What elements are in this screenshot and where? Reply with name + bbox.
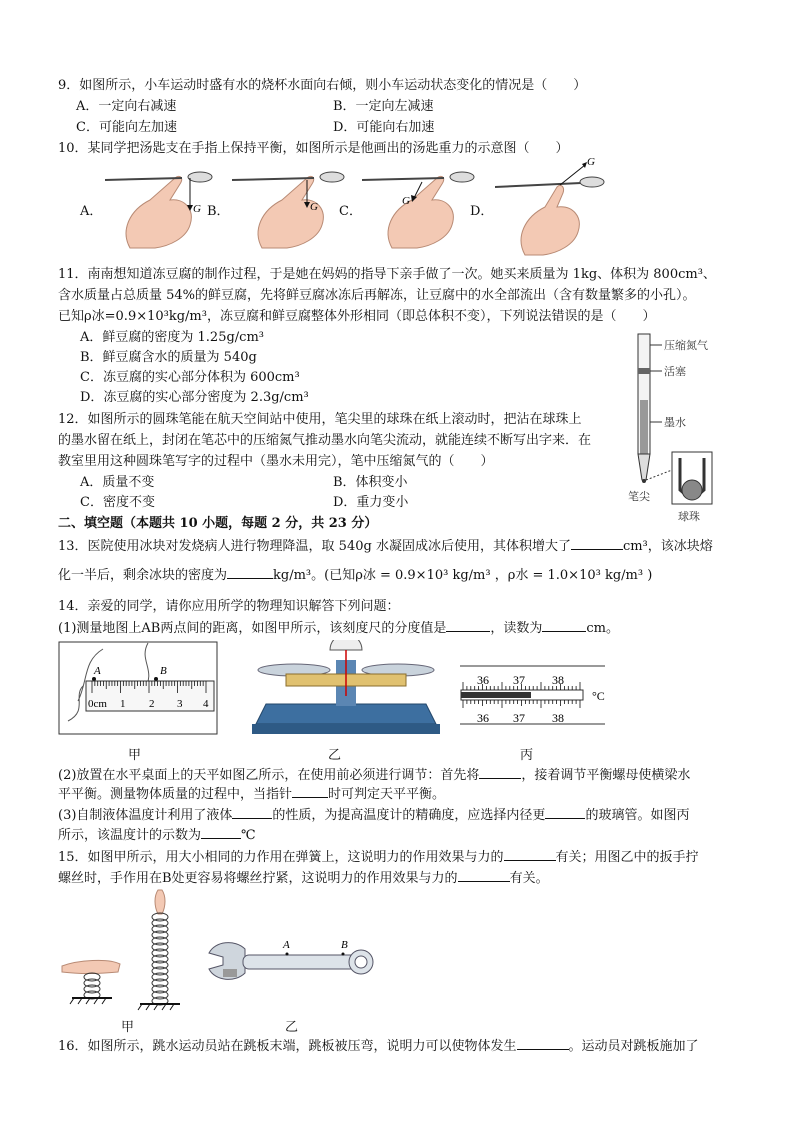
q14-caption-yi: 乙 bbox=[328, 748, 342, 763]
q11-line-1: 11．南南想知道冻豆腐的制作过程，于是她在妈妈的指导下亲手做了一次。她买来质量为 1kg、体积为 800cm³、 bbox=[58, 267, 716, 282]
ruler-tick-4: 4 bbox=[203, 698, 209, 710]
q15-caption-yi: 乙 bbox=[285, 1020, 299, 1035]
q14-blank-4[interactable] bbox=[292, 785, 328, 798]
q15-line-2 bbox=[58, 869, 549, 888]
q14-p3-text-e: ℃ bbox=[241, 828, 256, 843]
thermo-bottom-37: 37 bbox=[513, 711, 525, 725]
q15-caption-jia: 甲 bbox=[121, 1020, 135, 1035]
q13-blank-1[interactable] bbox=[571, 537, 623, 550]
q15-text-c: 螺丝时，手作用在B处更容易将螺丝拧紧，这说明力的作用效果与力的 bbox=[58, 871, 458, 886]
q14-p3-text-b: 的性质，为提高温度计的精确度，应选择内径更 bbox=[272, 808, 546, 823]
q14-blank-2[interactable] bbox=[542, 619, 586, 632]
q14-part-3-line-1 bbox=[58, 806, 689, 825]
q13-line-1-text-b: cm³，该冰块熔 bbox=[622, 539, 713, 554]
q14-blank-6[interactable] bbox=[545, 806, 585, 819]
thermo-top-36: 36 bbox=[477, 673, 489, 687]
q15-text-b: 有关；用图乙中的扳手拧 bbox=[555, 850, 699, 865]
q14-part-3-line-2 bbox=[58, 826, 256, 845]
thermo-top-38: 38 bbox=[552, 673, 564, 687]
thermo-top-37: 37 bbox=[513, 673, 525, 687]
pen-label-nitrogen: 压缩氮气 bbox=[664, 340, 708, 352]
q16-text-a: 16．如图所示，跳水运动员站在跳板末端，跳板被压弯，说明力可以使物体发生 bbox=[58, 1039, 517, 1054]
q14-caption-bing: 丙 bbox=[520, 748, 534, 763]
q14-blank-3[interactable] bbox=[479, 766, 521, 779]
q14-part-2-line-1 bbox=[58, 766, 690, 785]
q14-stem: 14．亲爱的同学，请你应用所学的物理知识解答下列问题： bbox=[58, 599, 400, 614]
q12-line-3: 教室里用这种圆珠笔写字的过程中（墨水未用完），笔中压缩氮气的（ ） bbox=[58, 454, 494, 469]
q10-c-force-label: G bbox=[402, 195, 410, 207]
q14-caption-jia: 甲 bbox=[128, 748, 142, 763]
q15-blank-1[interactable] bbox=[504, 848, 556, 861]
pen-label-ball: 球珠 bbox=[678, 511, 700, 523]
q14-p3-text-d: 所示，该温度计的示数为 bbox=[58, 828, 202, 843]
q11-option-c: C．冻豆腐的实心部分体积为 600cm³ bbox=[80, 370, 300, 385]
wrench-point-b: B bbox=[341, 939, 348, 951]
q10-stem: 10．某同学把汤匙支在手指上保持平衡，如图所示是他画出的汤匙重力的示意图（ ） bbox=[58, 141, 569, 156]
q14-thermometer-figure bbox=[455, 660, 615, 730]
q15-springs-figure bbox=[58, 888, 208, 1013]
q14-blank-5[interactable] bbox=[232, 806, 272, 819]
q15-blank-2[interactable] bbox=[458, 869, 510, 882]
q14-p2-text-a: (2)放置在水平桌面上的天平如图乙所示，在使用前必须进行调节：首先将 bbox=[58, 768, 480, 783]
q14-p2-text-d: 时可判定天平平衡。 bbox=[328, 787, 446, 802]
q16-text-b: 。运动员对跳板施加了 bbox=[568, 1039, 699, 1054]
q10-a-force-label: G bbox=[193, 203, 201, 215]
q15-text-d: 有关。 bbox=[509, 871, 549, 886]
section-2-heading: 二、填空题（本题共 10 小题，每题 2 分，共 23 分） bbox=[58, 516, 378, 531]
q14-blank-1[interactable] bbox=[446, 619, 490, 632]
q12-line-1: 12．如图所示的圆珠笔能在航天空间站中使用，笔尖里的球珠在纸上滚动时，把沾在球珠上 bbox=[58, 412, 582, 427]
q14-part-2-line-2 bbox=[58, 785, 445, 804]
thermo-unit: °C bbox=[592, 689, 605, 703]
q9-stem: 9．如图所示，小车运动时盛有水的烧杯水面向右倾，则小车运动状态变化的情况是（ ） bbox=[58, 78, 587, 93]
q14-balance-figure bbox=[246, 640, 446, 738]
q14-p1-text-b: ，读数为 bbox=[490, 621, 543, 636]
pen-label-piston: 活塞 bbox=[664, 366, 686, 378]
q10-figure-c bbox=[362, 160, 482, 250]
q15-text-a: 15．如图甲所示，用大小相同的力作用在弹簧上，这说明力的作用效果与力的 bbox=[58, 850, 504, 865]
thermo-bottom-38: 38 bbox=[552, 711, 564, 725]
q11-line-2: 含水质量占总质量 54%的鲜豆腐，先将鲜豆腐冰冻后再解冻，让豆腐中的水全部流出（含有数量繁多的小孔）。 bbox=[58, 288, 696, 303]
q13-line-2-text-a: 化一半后，剩余冰块的密度为 bbox=[58, 568, 228, 583]
ruler-point-a: A bbox=[94, 665, 101, 677]
q12-option-d: D．重力变小 bbox=[333, 495, 409, 510]
q15-wrench-figure bbox=[205, 935, 380, 990]
q13-line-1-text-a: 13．医院使用冰块对发烧病人进行物理降温，取 540g 水凝固成冰后使用，其体积增大了 bbox=[58, 539, 571, 554]
q9-option-c: C．可能向左加速 bbox=[76, 120, 177, 135]
q12-line-2: 的墨水留在纸上，封闭在笔芯中的压缩氮气推动墨水向笔尖流动，就能连续不断写出字来．在 bbox=[58, 433, 592, 448]
q16-line-1 bbox=[58, 1037, 699, 1056]
q14-p2-text-b: ，接着调节平衡螺母使横梁水 bbox=[521, 768, 691, 783]
q14-p3-text-c: 的玻璃管。如图丙 bbox=[585, 808, 690, 823]
q14-ruler-figure bbox=[58, 641, 218, 735]
q14-p3-text-a: (3)自制液体温度计利用了液体 bbox=[58, 808, 233, 823]
q11-option-a: A．鲜豆腐的密度为 1.25g/cm³ bbox=[80, 330, 264, 345]
ruler-point-b: B bbox=[160, 665, 167, 677]
ruler-tick-1: 1 bbox=[120, 698, 126, 710]
ruler-tick-2: 2 bbox=[149, 698, 155, 710]
q14-p1-text-c: cm。 bbox=[586, 621, 619, 636]
ruler-tick-0: 0cm bbox=[88, 698, 107, 710]
q14-p1-text-a: (1)测量地图上AB两点间的距离，如图甲所示，该刻度尺的分度值是 bbox=[58, 621, 447, 636]
q10-figure-b bbox=[232, 160, 352, 250]
q12-option-c: C．密度不变 bbox=[80, 495, 155, 510]
pen-label-ink: 墨水 bbox=[664, 417, 686, 429]
ruler-tick-3: 3 bbox=[177, 698, 183, 710]
q10-option-c-label: C． bbox=[339, 204, 362, 219]
q15-line-1 bbox=[58, 848, 699, 867]
q12-pen-figure bbox=[622, 330, 737, 528]
q12-option-b: B．体积变小 bbox=[333, 475, 408, 490]
thermo-bottom-36: 36 bbox=[477, 711, 489, 725]
q13-line-1 bbox=[58, 537, 713, 556]
q9-option-b: B．一定向左减速 bbox=[333, 99, 434, 114]
q9-option-d: D．可能向右加速 bbox=[333, 120, 435, 135]
q9-option-a: A．一定向右减速 bbox=[76, 99, 177, 114]
wrench-point-a: A bbox=[283, 939, 290, 951]
q16-blank-1[interactable] bbox=[517, 1037, 569, 1050]
q10-d-force-label: G bbox=[587, 156, 595, 168]
q10-figure-a bbox=[100, 160, 220, 250]
q11-option-b: B．鲜豆腐含水的质量为 540g bbox=[80, 350, 257, 365]
q11-option-d: D．冻豆腐的实心部分密度为 2.3g/cm³ bbox=[80, 390, 309, 405]
q14-part-1 bbox=[58, 619, 619, 638]
q13-blank-2[interactable] bbox=[227, 566, 273, 579]
q13-line-2-text-b: kg/m³。(已知ρ冰 = 0.9×10³ kg/m³ ，ρ水 = 1.0×10³ kg/m³ ) bbox=[273, 568, 653, 583]
q10-option-a-label: A． bbox=[80, 204, 103, 219]
q12-option-a: A．质量不变 bbox=[80, 475, 155, 490]
q14-blank-7[interactable] bbox=[201, 826, 241, 839]
pen-label-tip: 笔尖 bbox=[628, 491, 650, 503]
q10-option-b-label: B． bbox=[207, 204, 230, 219]
q10-b-force-label: G bbox=[310, 201, 318, 213]
q11-line-3: 已知ρ冰=0.9×10³kg/m³，冻豆腐和鲜豆腐整体外形相同（即总体积不变），下列说法错误的是（ ） bbox=[58, 309, 656, 324]
q10-option-d-label: D． bbox=[470, 204, 494, 219]
q13-line-2 bbox=[58, 566, 652, 585]
q14-p2-text-c: 平平衡。测量物体质量的过程中，当指针 bbox=[58, 787, 293, 802]
q10-figure-d bbox=[495, 155, 610, 260]
